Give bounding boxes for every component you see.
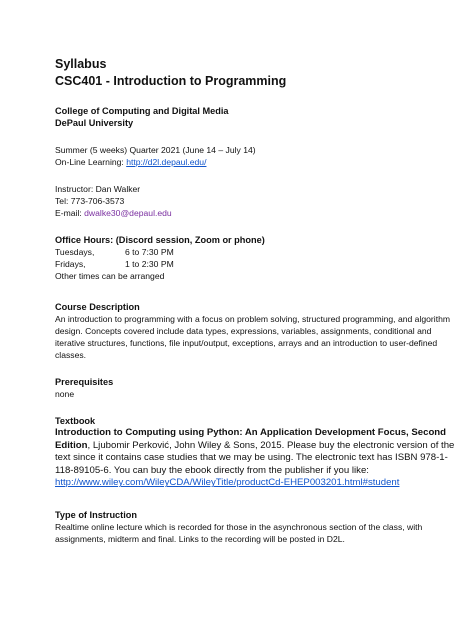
email-link[interactable]: dwalke30@depaul.edu <box>84 208 172 218</box>
textbook-title: Introduction to Computing using Python: An Application Development Focus, Second Edition <box>55 427 447 451</box>
office-hours-time: 1 to 2:30 PM <box>125 259 174 269</box>
office-hours-row <box>55 258 455 270</box>
d2l-link[interactable]: http://d2l.depaul.edu/ <box>126 157 207 167</box>
online-learning-line <box>55 156 455 168</box>
term-line: Summer (5 weeks) Quarter 2021 (June 14 – July 14) <box>55 145 256 155</box>
office-hours-heading: Office Hours: (Discord session, Zoom or phone) <box>55 235 265 245</box>
instructor-email-line <box>55 207 455 219</box>
course-description-heading: Course Description <box>55 302 140 312</box>
textbook-body <box>55 427 455 477</box>
email-label: E-mail: <box>55 208 85 218</box>
instruction-heading: Type of Instruction <box>55 509 138 520</box>
office-hours-time: 6 to 7:30 PM <box>125 247 174 257</box>
textbook-description: , Ljubomir Perković, John Wiley & Sons, 2015. Please buy the electronic version of the text since it contains case studies that we may be using. The electronic text has ISBN 978-1-118-89105-6. You can buy the ebook directly from the publisher if you like: <box>55 439 455 476</box>
syllabus-page <box>55 56 455 545</box>
college-name: College of Computing and Digital Media <box>55 106 229 116</box>
instruction-body: Realtime online lecture which is recorded for those in the asynchronous section of the class, with assignments, midterm and final. Links to the recording will be posted in D2L. <box>55 521 423 544</box>
office-hours-row <box>55 246 455 258</box>
university-name: DePaul University <box>55 118 134 128</box>
prerequisites-heading: Prerequisites <box>55 377 114 387</box>
online-learning-label: On-Line Learning: <box>55 157 127 167</box>
office-hours-day: Fridays, <box>55 259 86 269</box>
textbook-heading: Textbook <box>55 416 96 426</box>
instructor-name: Instructor: Dan Walker <box>55 184 141 194</box>
office-hours-note: Other times can be arranged <box>55 271 165 281</box>
office-hours-day: Tuesdays, <box>55 247 95 257</box>
doc-title-line2: CSC401 - Introduction to Programming <box>55 74 287 88</box>
course-description-body: An introduction to programming with a focus on problem solving, structured programming, and algorithm design. Concepts covered include data types, expressions, variables, assignments, conditional and iterative structures, functions, file input/output, exceptions, arrays and an introduction to user-defined classes. <box>55 314 451 360</box>
instructor-tel: Tel: 773-706-3573 <box>55 196 125 206</box>
doc-title-line1: Syllabus <box>55 57 107 71</box>
prerequisites-body: none <box>55 389 75 399</box>
wiley-link[interactable]: http://www.wiley.com/WileyCDA/WileyTitle/productCd-EHEP003201.html#student <box>55 477 400 489</box>
textbook-link-line <box>55 477 455 490</box>
